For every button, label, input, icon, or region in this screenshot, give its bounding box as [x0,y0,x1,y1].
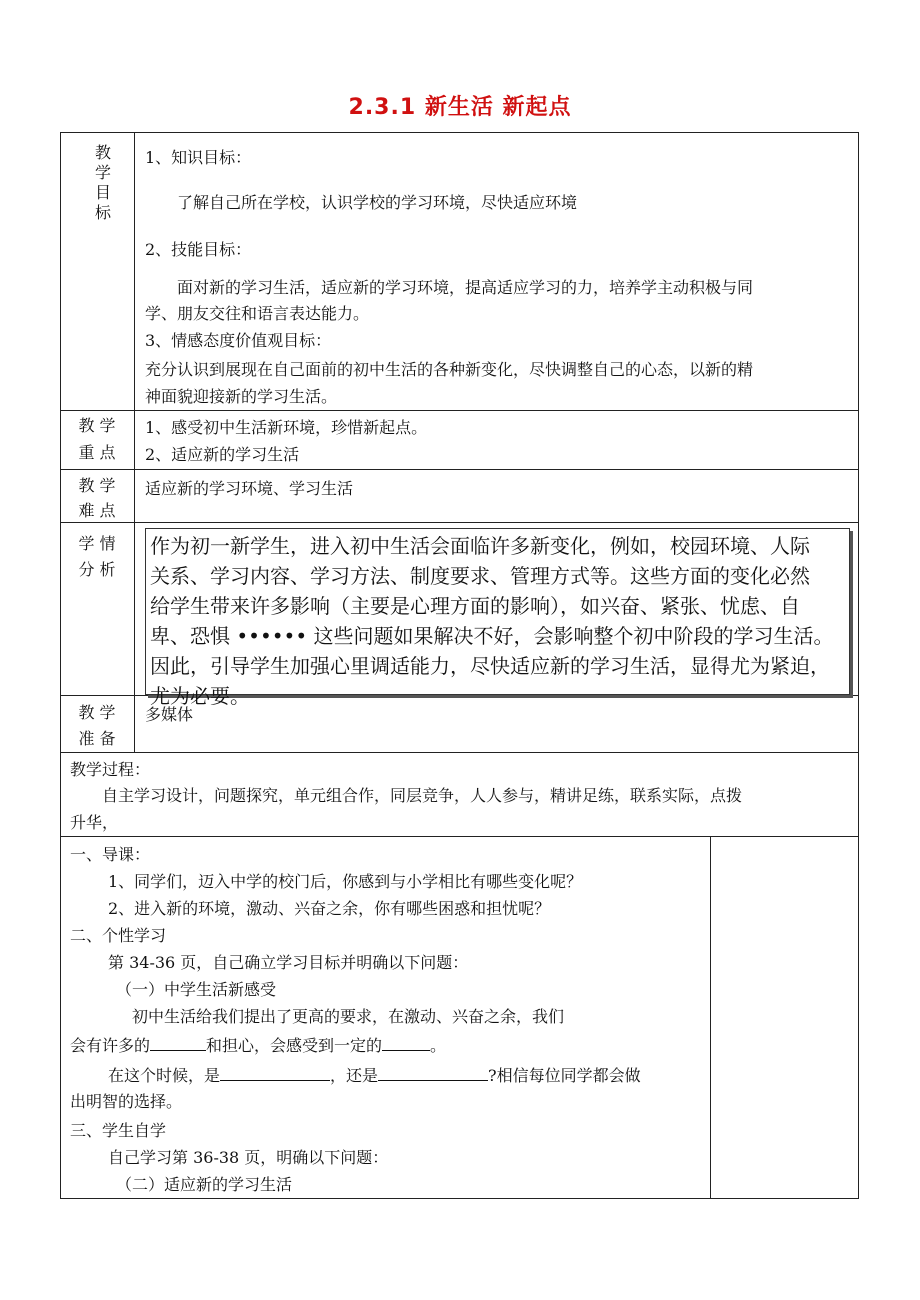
row-divider-keypoints [60,469,859,470]
fill-in-line-1: 初中生活给我们提出了更高的要求，在激动、兴奋之余，我们 [132,1007,565,1026]
analysis-line-4: 卑、恐惧 •••••• 这些问题如果解决不好，会影响整个初中阶段的学习生活。 [150,624,834,648]
section-self-study-heading: 三、学生自学 [70,1121,167,1140]
process-text-line2: 升华， [70,813,119,832]
prep-text: 多媒体 [145,705,194,724]
fill-text-b: 和担心，会感受到一定的 [206,1036,383,1055]
page-title: 2.3.1 新生活 新起点 [348,95,572,120]
fill-text-e: ，还是 [330,1066,379,1085]
fill-text-c: 。 [430,1036,447,1055]
fill-text-f: ?相信每位同学都会做 [488,1066,641,1085]
fill-text-d: 在这个时候，是 [108,1066,221,1085]
goals-label: 教学目标 [94,143,111,222]
emotion-goal-text-line2: 神面貌迎接新的学习生活。 [145,387,338,406]
emotion-goal-text-line1: 充分认识到展现在自己面前的初中生活的各种新变化，尽快调整自己的心态，以新的精 [145,360,754,379]
row-divider-goals [60,410,859,411]
fill-in-line-3 [108,1064,641,1086]
difficulty-label-1: 教 学 [78,476,116,495]
keypoints-label-2: 重 点 [78,443,116,462]
analysis-line-6: 尤为必要。 [150,684,250,708]
prep-label-1: 教 学 [78,703,116,722]
answer-blank-2[interactable] [382,1034,430,1051]
fill-text-a: 会有许多的 [70,1036,151,1055]
knowledge-goal-heading: 1、知识目标： [145,148,252,167]
individual-study-pages: 第 34-36 页，自己确立学习目标并明确以下问题： [108,953,469,972]
table-border-right [858,132,859,1199]
keypoint-item-1: 1、感受初中生活新环境，珍惜新起点。 [145,418,428,437]
analysis-text [150,531,846,711]
analysis-line-5: 因此，引导学生加强心里调适能力，尽快适应新的学习生活，显得尤为紧迫， [150,654,830,678]
table-border-top [60,132,859,133]
subsection-adapt-life: （二）适应新的学习生活 [116,1175,293,1194]
difficulty-label-2: 难 点 [78,501,116,520]
fill-in-line-4: 出明智的选择。 [70,1092,183,1111]
prep-label-2: 准 备 [78,729,116,748]
analysis-line-3: 给学生带来许多影响（主要是心理方面的影响），如兴奋、紧张、忧虑、自 [150,594,800,618]
process-heading: 教学过程： [70,760,151,779]
section-individual-heading: 二、个性学习 [70,926,167,945]
keypoints-label-1: 教 学 [78,416,116,435]
label-column-divider [134,132,135,752]
analysis-line-1: 作为初一新学生，进入初中生活会面临许多新变化，例如，校园环境、人际 [150,534,810,558]
skill-goal-text-line1: 面对新的学习生活，适应新的学习环境，提高适应学习的力，培养学主动积极与同 [177,278,754,297]
section-intro-heading: 一、导课： [70,845,151,864]
difficulty-text: 适应新的学习环境、学习生活 [145,479,354,498]
table-border-bottom [60,1198,859,1199]
emotion-goal-heading: 3、情感态度价值观目标： [145,331,332,350]
process-text-line1: 自主学习设计，问题探究，单元组合作，同层竞争，人人参与，精讲足练，联系实际，点拨 [102,786,743,805]
fill-in-line-2 [70,1034,446,1056]
table-border-left [60,132,61,1199]
notes-column-divider [710,836,711,1198]
answer-blank-3[interactable] [220,1064,330,1081]
analysis-line-2: 关系、学习内容、学习方法、制度要求、管理方式等。这些方面的变化必然 [150,564,810,588]
analysis-label-1: 学 情 [78,534,116,553]
answer-blank-1[interactable] [150,1034,206,1051]
self-study-pages: 自己学习第 36-38 页，明确以下问题： [108,1148,389,1167]
skill-goal-text-line2: 学、朋友交往和语言表达能力。 [145,304,370,323]
subsection-new-feelings: （一）中学生活新感受 [116,980,277,999]
skill-goal-heading: 2、技能目标： [145,240,252,259]
row-divider-process [60,836,859,837]
row-divider-difficulty [60,522,859,523]
intro-question-1: 1、同学们，迈入中学的校门后，你感到与小学相比有哪些变化呢？ [108,872,583,891]
knowledge-goal-text: 了解自己所在学校，认识学校的学习环境，尽快适应环境 [177,193,578,212]
analysis-label-2: 分 析 [78,560,116,579]
intro-question-2: 2、进入新的环境，激动、兴奋之余，你有哪些困惑和担忧呢？ [108,899,551,918]
keypoint-item-2: 2、适应新的学习生活 [145,445,300,464]
row-divider-prep [60,752,859,753]
answer-blank-4[interactable] [378,1064,488,1081]
